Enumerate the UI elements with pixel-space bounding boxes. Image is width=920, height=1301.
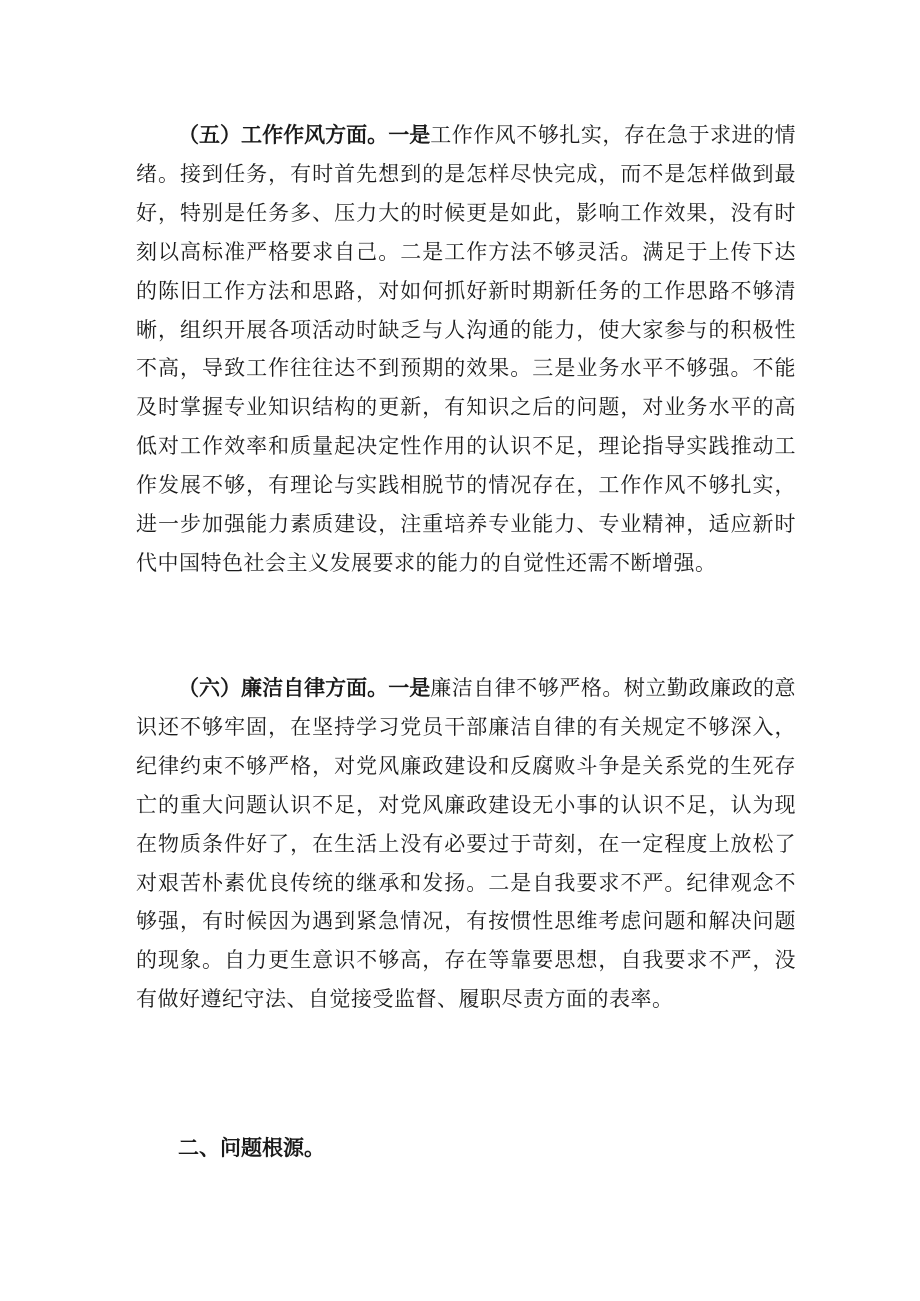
- section-two-heading: 二、问题根源。: [178, 1136, 325, 1160]
- section-6-body: 廉洁自律不够严格。树立勤政廉政的意识还不够牢固，在坚持学习党员干部廉洁自律的有关规定不够深入，纪律约束不够严格，对党风廉政建设和反腐败斗争是关系党的生死存亡的重大问题认识不足，对党风廉政建设无小事的认识不足，认为现在物质条件好了，在生活上没有必要过于苛刻，在一定程度上放松了对艰苦朴素优良传统的继承和发扬。二是自我要求不严。纪律观念不够强，有时候因为遇到紧急情况，有按惯性思维考虑问题和解决问题的现象。自力更生意识不够高，存在等靠要思想，自我要求不严，没有做好遵纪守法、自觉接受监督、履职尽责方面的表率。: [136, 676, 797, 1012]
- paragraph-integrity: [136, 669, 796, 1019]
- section-5-heading: （五）工作作风方面。: [178, 123, 389, 147]
- paragraph-work-style: [136, 116, 796, 583]
- section-5-body: 工作作风不够扎实，存在急于求进的情绪。接到任务，有时首先想到的是怎样尽快完成，而不是怎样做到最好，特别是任务多、压力大的时候更是如此，影响工作效果，没有时刻以高标准严格要求自己。二是工作方法不够灵活。满足于上传下达的陈旧工作方法和思路，对如何抓好新时期新任务的工作思路不够清晰，组织开展各项活动时缺乏与人沟通的能力，使大家参与的积极性不高，导致工作往往达不到预期的效果。三是业务水平不够强。不能及时掌握专业知识结构的更新，有知识之后的问题，对业务水平的高低对工作效率和质量起决定性作用的认识不足，理论指导实践推动工作发展不够，有理论与实践相脱节的情况存在，工作作风不够扎实，进一步加强能力素质建设，注重培养专业能力、专业精神，适应新时代中国特色社会主义发展要求的能力的自觉性还需不断增强。: [136, 123, 797, 575]
- section-6-lead: 一是: [388, 676, 431, 700]
- section-5-lead: 一是: [388, 123, 431, 147]
- section-6-heading: （六）廉洁自律方面。: [178, 676, 389, 700]
